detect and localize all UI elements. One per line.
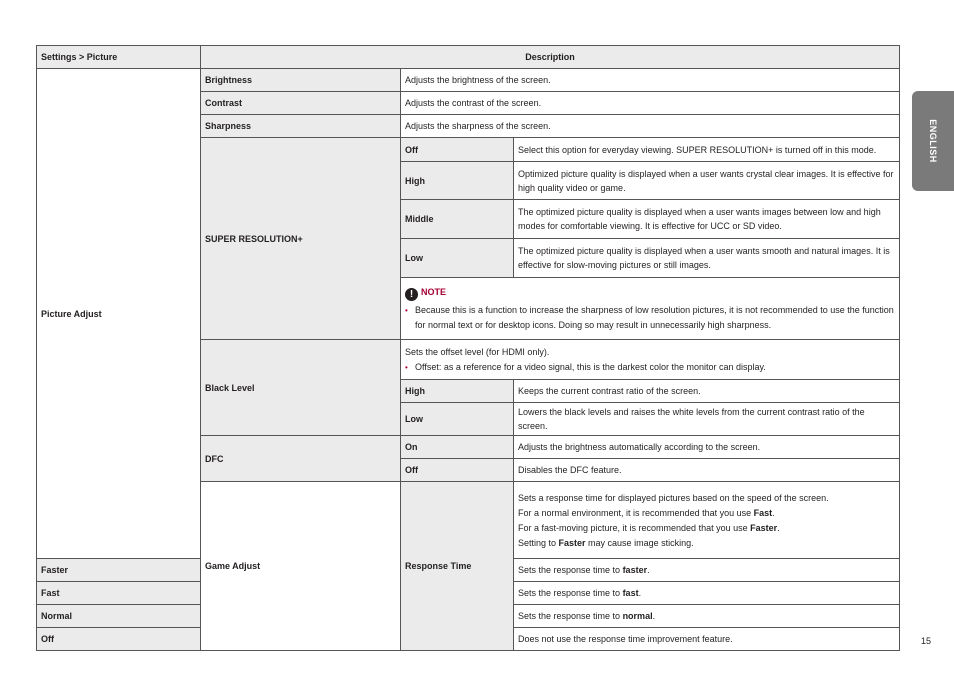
rt-fast-bold: fast <box>622 588 639 598</box>
response-time-label: Response Time <box>401 482 514 651</box>
bl-option-low-label: Low <box>401 403 514 436</box>
settings-table <box>36 45 900 651</box>
brightness-desc: Adjusts the brightness of the screen. <box>401 69 900 92</box>
sr-option-middle-desc: The optimized picture quality is displayed when a user wants images between low and high modes for comfortable viewing. It is effective for UCC or SD video. <box>514 200 900 239</box>
sharpness-desc: Adjusts the sharpness of the screen. <box>401 115 900 138</box>
note-text: Because this is a function to increase the sharpness of low resolution pictures, it is not recommended to use the function for normal text or for desktop icons. Doing so may result in unnecessarily high sharpness. <box>415 304 894 330</box>
sr-option-high-desc: Optimized picture quality is displayed when a user wants crystal clear images. It is effective for high quality video or game. <box>514 162 900 200</box>
header-description: Description <box>201 46 900 69</box>
black-level-label: Black Level <box>201 340 401 436</box>
table-header-row <box>37 46 900 69</box>
rt-fast-post: . <box>638 588 642 598</box>
sharpness-label: Sharpness <box>201 115 401 138</box>
sr-option-off-label: Off <box>401 138 514 162</box>
sr-option-middle-label: Middle <box>401 200 514 239</box>
rt-off-pre: Does not use the response time improvement feature. <box>518 634 733 644</box>
warning-icon: ! <box>405 288 418 301</box>
dfc-option-off-label: Off <box>401 459 514 482</box>
rt-normal-pre: Sets the response time to <box>518 611 623 621</box>
rt-intro-4 <box>518 536 895 550</box>
sr-option-off-desc: Select this option for everyday viewing. SUPER RESOLUTION+ is turned off in this mode. <box>514 138 900 162</box>
rt-option-normal-desc <box>514 605 900 628</box>
dfc-option-on-desc: Adjusts the brightness automatically according to the screen. <box>514 436 900 459</box>
rt-intro-2-bold: Fast <box>753 507 773 518</box>
rt-faster-pre: Sets the response time to <box>518 565 623 575</box>
rt-normal-bold: normal <box>622 611 653 621</box>
rt-intro-3-pre: For a fast-moving picture, it is recommended that you use <box>518 522 751 533</box>
rt-intro-4-post: may cause image sticking. <box>585 537 694 548</box>
page-number: 15 <box>921 636 932 646</box>
rt-fast-pre: Sets the response time to <box>518 588 623 598</box>
sr-option-low-desc: The optimized picture quality is displayed when a user wants smooth and natural images. It is effective for slow-moving pictures or still images. <box>514 239 900 278</box>
rt-intro-4-bold: Faster <box>558 537 586 548</box>
rt-option-fast-desc <box>514 582 900 605</box>
sr-option-low-label: Low <box>401 239 514 278</box>
rt-faster-bold: faster <box>622 565 648 575</box>
dfc-option-off-desc: Disables the DFC feature. <box>514 459 900 482</box>
rt-option-fast-label: Fast <box>37 582 201 605</box>
rt-intro-4-pre: Setting to <box>518 537 559 548</box>
rt-intro-3 <box>518 521 895 535</box>
language-tab-label: ENGLISH <box>928 119 938 163</box>
language-tab <box>912 91 954 191</box>
contrast-desc: Adjusts the contrast of the screen. <box>401 92 900 115</box>
bullet-icon: • <box>405 305 408 315</box>
game-adjust-label: Game Adjust <box>201 482 401 651</box>
rt-intro-2 <box>518 506 895 520</box>
bullet-icon: • <box>405 362 408 372</box>
table-row <box>37 69 900 92</box>
note-bullet <box>405 303 895 332</box>
header-settings: Settings > Picture <box>37 46 201 69</box>
rt-option-normal-label: Normal <box>37 605 201 628</box>
rt-option-faster-desc <box>514 559 900 582</box>
rt-intro-2-pre: For a normal environment, it is recommended that you use <box>518 507 754 518</box>
rt-option-off-desc <box>514 628 900 651</box>
dfc-option-on-label: On <box>401 436 514 459</box>
black-level-bullet <box>405 360 895 375</box>
black-level-bullet-text: Offset: as a reference for a video signal, this is the darkest color the monitor can display. <box>415 361 766 372</box>
rt-intro-1: Sets a response time for displayed pictures based on the speed of the screen. <box>518 492 829 503</box>
rt-option-off-label: Off <box>37 628 201 651</box>
rt-option-faster-label: Faster <box>37 559 201 582</box>
note-title-text: NOTE <box>421 286 447 297</box>
rt-normal-post: . <box>652 611 656 621</box>
black-level-intro-cell <box>401 340 900 380</box>
note-title <box>405 285 895 301</box>
contrast-label: Contrast <box>201 92 401 115</box>
bl-option-high-label: High <box>401 380 514 403</box>
bl-option-high-desc: Keeps the current contrast ratio of the screen. <box>514 380 900 403</box>
brightness-label: Brightness <box>201 69 401 92</box>
black-level-intro: Sets the offset level (for HDMI only). <box>405 346 550 357</box>
sr-option-high-label: High <box>401 162 514 200</box>
dfc-label: DFC <box>201 436 401 482</box>
sr-note <box>401 278 900 340</box>
response-time-intro-cell <box>514 482 900 559</box>
rt-intro-3-post: . <box>777 522 780 533</box>
picture-adjust-label: Picture Adjust <box>37 69 201 559</box>
rt-intro-3-bold: Faster <box>750 522 778 533</box>
rt-intro-2-post: . <box>772 507 775 518</box>
super-resolution-label: SUPER RESOLUTION+ <box>201 138 401 340</box>
rt-faster-post: . <box>647 565 650 575</box>
bl-option-low-desc: Lowers the black levels and raises the white levels from the current contrast ratio of the screen. <box>514 403 900 436</box>
